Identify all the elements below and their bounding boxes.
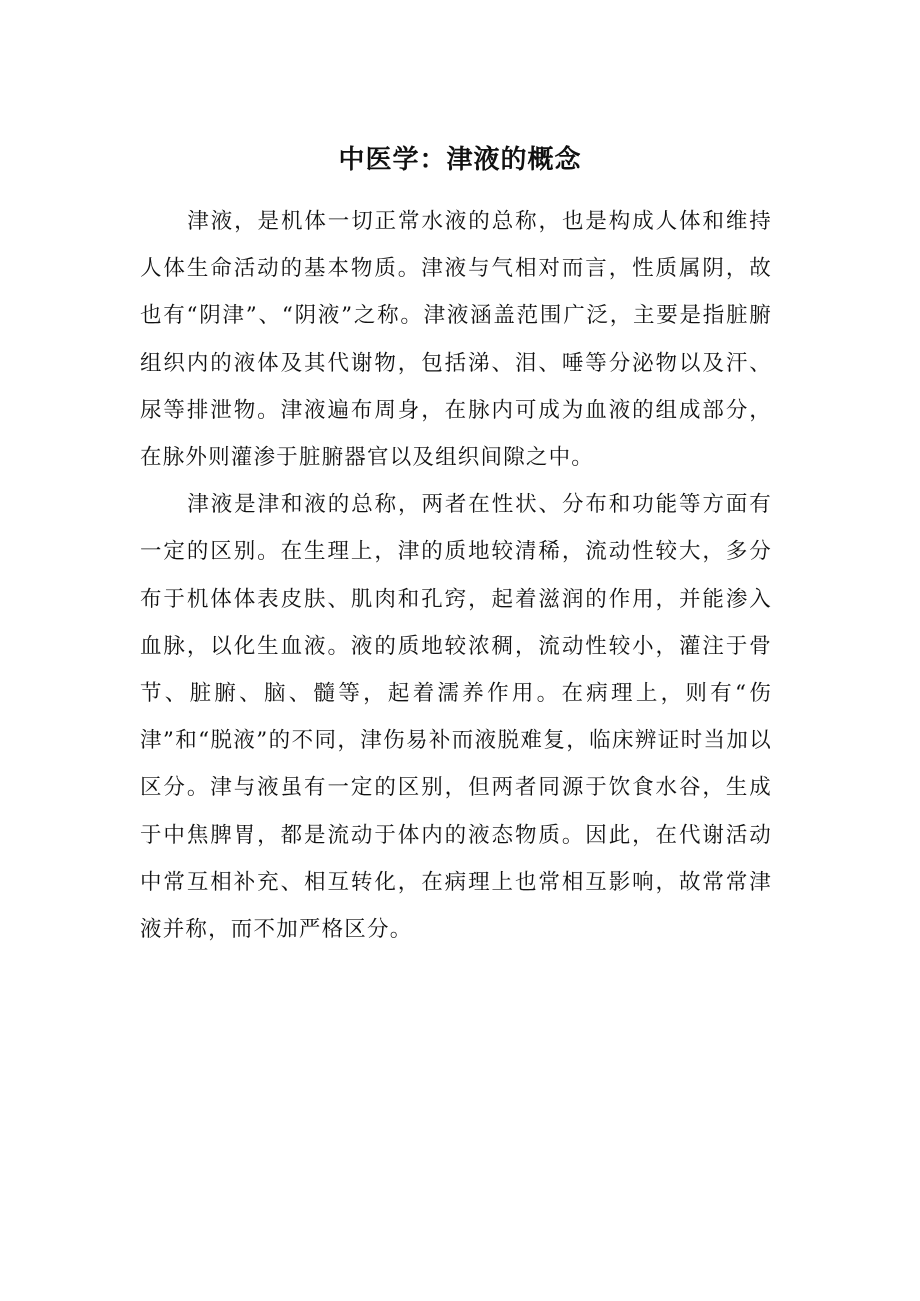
paragraph-1: 津液，是机体一切正常水液的总称，也是构成人体和维持人体生命活动的基本物质。津液与气相对而言，性质属阴，故也有“阴津”、“阴液”之称。津液涵盖范围广泛，主要是指脏腑组织内的液体及其代谢物，包括涕、泪、唾等分泌物以及汗、尿等排泄物。津液遍布周身，在脉内可成为血液的组成部分，在脉外则灌渗于脏腑器官以及组织间隙之中。 — [140, 209, 772, 471]
page-title: 中医学：津液的概念 — [338, 145, 582, 175]
document-body — [140, 198, 772, 953]
paragraph-2: 津液是津和液的总称，两者在性状、分布和功能等方面有一定的区别。在生理上，津的质地较清稀，流动性较大，多分布于机体体表皮肤、肌肉和孔窍，起着滋润的作用，并能渗入血脉，以化生血液。液的质地较浓稠，流动性较小，灌注于骨节、脏腑、脑、髓等，起着濡养作用。在病理上，则有“伤津”和“脱液”的不同，津伤易补而液脱难复，临床辨证时当加以区分。津与液虽有一定的区别，但两者同源于饮食水谷，生成于中焦脾胃，都是流动于体内的液态物质。因此，在代谢活动中常互相补充、相互转化，在病理上也常相互影响，故常常津液并称，而不加严格区分。 — [140, 492, 772, 943]
